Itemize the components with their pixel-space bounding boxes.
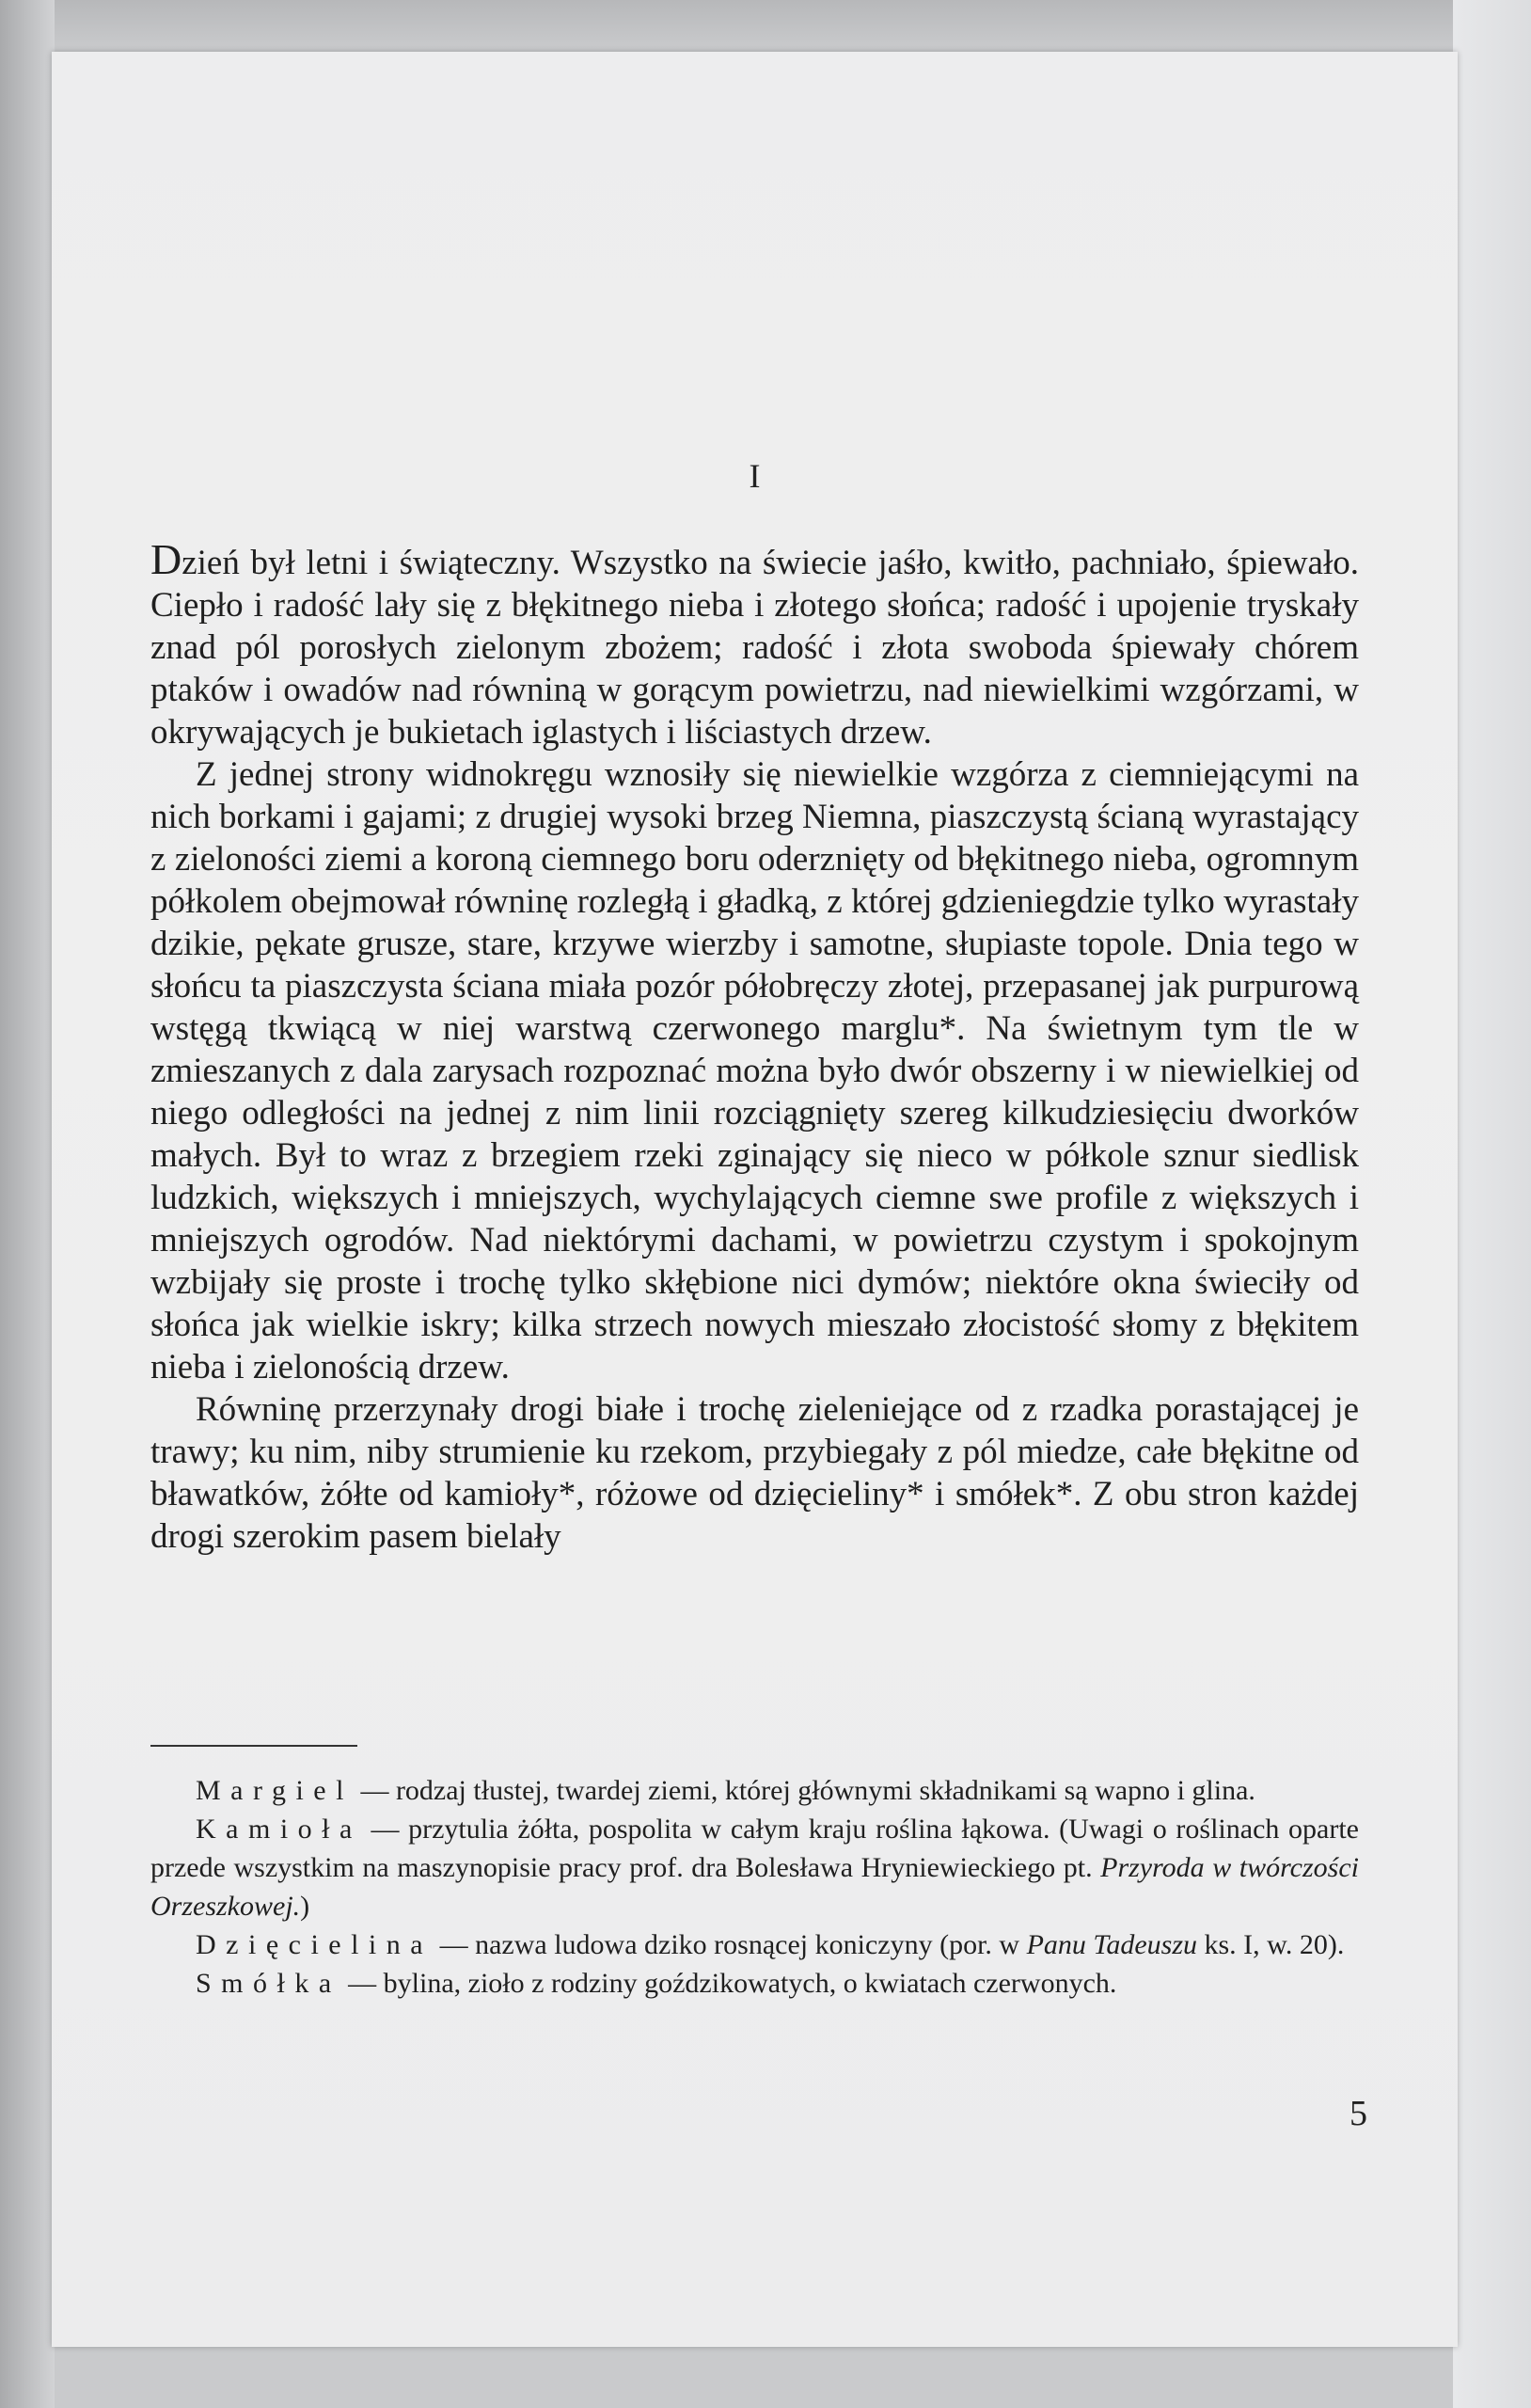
footnote-text: — bylina, zioło z rodziny goździkowatych, o kwiatach czerwonych. xyxy=(348,1968,1117,1999)
footnote-italic-title: Panu Tadeuszu xyxy=(1026,1929,1197,1960)
footnote-text: — przytulia żółta, pospolita w całym kraju roślina łąkowa. (Uwagi o roślinach oparte przede wszystkim na maszynopisie pracy prof. dra Bolesława Hryniewieckiego pt. xyxy=(150,1814,1360,1883)
footnote-smolka xyxy=(150,1964,1359,2003)
footnote-term: Kamioła xyxy=(196,1814,362,1845)
footnote-kamiola xyxy=(150,1810,1359,1925)
footnote-dziecielina xyxy=(150,1925,1359,1964)
drop-cap: D xyxy=(150,535,182,583)
footnote-term: Smółka xyxy=(196,1968,341,1999)
footnote-text-end: ) xyxy=(300,1891,310,1922)
chapter-number: I xyxy=(749,457,761,495)
paragraph-2: Z jednej strony widnokręgu wznosiły się niewielkie wzgórza z ciemniejącymi na nich borkami i gajami; z drugiej wysoki brzeg Niemna, piaszczystą ścianą wyrastający z zieloności ziemi a koroną ciemnego boru oderznięty od błękitnego nieba, ogromnym półkolem obejmował równinę rozległą i gładką, z której gdzieniegdzie tylko wyrastały dzikie, pękate grusze, stare, krzywe wierzby i samotne, słupiaste topole. Dnia tego w słońcu ta piaszczysta ściana miała pozór półobręczy złotej, przepasanej jak purpurową wstęgą tkwiącą w niej warstwą czerwonego marglu*. Na świetnym tym tle w zmieszanych z dala zarysach rozpoznać można było dwór obszerny i w niewielkiej od niego odległości na jednej z nim linii rozciągnięty szereg kilkudziesięciu dworków małych. Był to wraz z brzegiem rzeki zginający się nieco w półkole sznur siedlisk ludzkich, większych i mniejszych, wychylających ciemne swe profile z większych i mniejszych ogrodów. Nad niektórymi dachami, w powietrzu czystym i spokojnym wzbijały się proste i trochę tylko skłębione nici dymów; niektóre okna świeciły od słońca jak wielkie iskry; kilka strzech nowych mieszało złocistość słomy z błękitem nieba i zielonością drzew. xyxy=(150,755,1359,1386)
footnote-text-end: ks. I, w. 20). xyxy=(1197,1929,1345,1960)
footnote-term: Dzięcielina xyxy=(196,1929,434,1960)
main-text xyxy=(150,535,1359,1558)
footnote-text: — nazwa ludowa dziko rosnącej koniczyny (por. w xyxy=(439,1929,1027,1960)
paragraph-1-text: zień był letni i świąteczny. Wszystko na świecie jaśło, kwitło, pachniało, śpiewało. Ciepło i radość lały się z błękitnego nieba i złotego słońca; radość i upojenie tryskały znad pól porosłych zielonym zbożem; radość i złota swoboda śpiewały chórem ptaków i owadów nad równiną w gorącym powietrzu, nad niewielkimi wzgórzami, w okrywających je bukietach iglastych i liściastych drzew. xyxy=(150,544,1359,752)
footnote-italic-title: Przyroda w twórczości Orzeszkowej. xyxy=(150,1852,1359,1922)
background-right-edge xyxy=(1453,0,1531,2408)
paragraph-3: Równinę przerzynały drogi białe i trochę zieleniejące od z rzadka porastającej je trawy; ku nim, niby strumienie ku rzekom, przybiegały z pól miedze, całe błękitne od bławatków, żółte od kamioły*, różowe od dzięcieliny* i smółek*. Z obu stron każdej drogi szerokim pasem bielały xyxy=(150,1390,1359,1556)
page-number: 5 xyxy=(1349,2094,1367,2133)
book-page xyxy=(52,52,1458,2347)
footnote-text: — rodzaj tłustej, twardej ziemi, której głównymi składnikami są wapno i glina. xyxy=(360,1775,1255,1806)
paragraph-1 xyxy=(150,535,1359,753)
footnote-divider xyxy=(150,1745,357,1747)
footnotes xyxy=(150,1771,1359,2003)
background-left-edge xyxy=(0,0,55,2408)
footnote-term: Margiel xyxy=(196,1775,354,1806)
footnote-margiel xyxy=(150,1771,1359,1810)
